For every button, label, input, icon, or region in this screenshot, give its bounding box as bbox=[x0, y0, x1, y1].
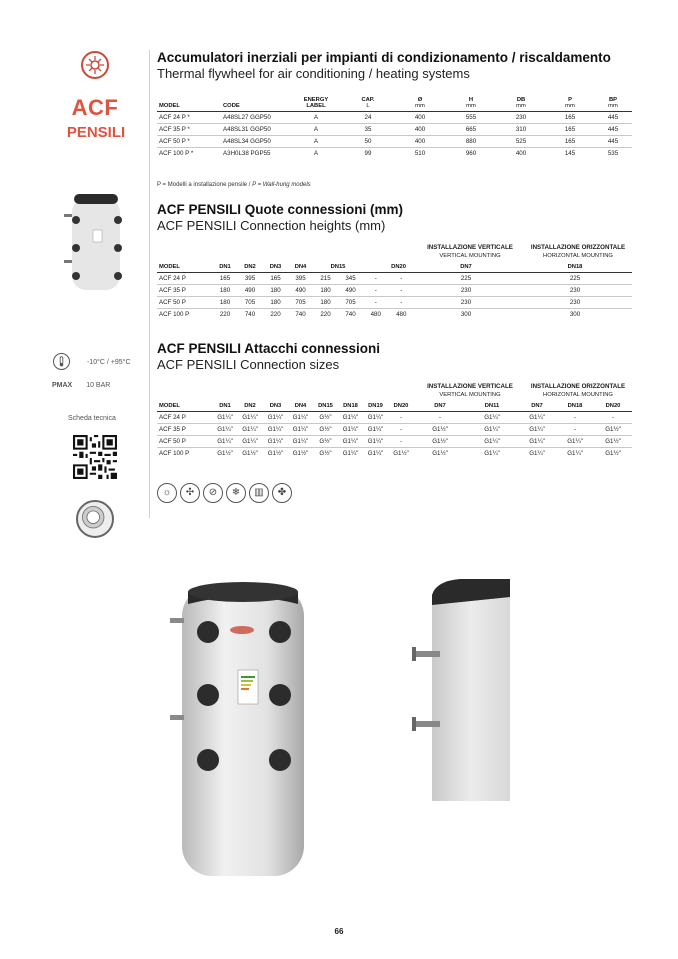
table-cell: A3H0L38 PGP55 bbox=[215, 148, 290, 160]
table-cell: G½" bbox=[313, 448, 338, 460]
s3-col-dn4: DN4 bbox=[288, 403, 313, 412]
table-cell: 230 bbox=[518, 285, 632, 297]
table-cell: G1¼" bbox=[363, 424, 388, 436]
s2-col-dn1: DN1 bbox=[213, 264, 237, 273]
table-row bbox=[157, 297, 632, 309]
s2-col-dn7: DN7 bbox=[414, 264, 518, 273]
table-cell: A bbox=[290, 148, 342, 160]
pmax-value: 10 BAR bbox=[86, 382, 111, 389]
section3-title: ACF PENSILI Attacchi connessioni bbox=[157, 341, 381, 356]
product-thumbnail bbox=[62, 190, 130, 295]
col-energy: ENERGY LABEL bbox=[290, 97, 342, 112]
insulation-icon: ▥ bbox=[249, 483, 269, 503]
table-cell: - bbox=[414, 412, 466, 424]
connection-sizes-table bbox=[157, 403, 632, 460]
table-cell: ACF 50 P bbox=[157, 297, 213, 309]
table-row bbox=[157, 436, 632, 448]
table-cell: 705 bbox=[338, 297, 363, 309]
s3-col-dn15: DN15 bbox=[313, 403, 338, 412]
table-cell: G1½" bbox=[237, 448, 263, 460]
s3-col-dn3: DN3 bbox=[263, 403, 288, 412]
table-cell: 230 bbox=[414, 297, 518, 309]
table-cell: - bbox=[556, 412, 594, 424]
table-cell: A bbox=[290, 112, 342, 124]
table-row bbox=[157, 412, 632, 424]
recycle-icon: ✤ bbox=[272, 483, 292, 503]
s3-col-dn18: DN18 bbox=[338, 403, 363, 412]
table-cell: G1¼" bbox=[466, 412, 518, 424]
table-cell: G1½" bbox=[213, 448, 237, 460]
table-cell: 400 bbox=[394, 136, 446, 148]
table-row bbox=[157, 124, 632, 136]
table-cell: 165 bbox=[546, 136, 594, 148]
table-cell: G1½" bbox=[263, 448, 288, 460]
table-cell: G1¼" bbox=[213, 424, 237, 436]
table-cell: G1¼" bbox=[518, 436, 556, 448]
table-cell: 480 bbox=[363, 309, 389, 321]
table-cell: G1¼" bbox=[263, 412, 288, 424]
connection-heights-table bbox=[157, 264, 632, 321]
s3-col-dn11: DN11 bbox=[466, 403, 518, 412]
s2-col-model: MODEL bbox=[157, 264, 213, 273]
s2-col-dn20: DN20 bbox=[363, 264, 414, 273]
table-cell: ACF 100 P bbox=[157, 448, 213, 460]
table-cell: ACF 100 P bbox=[157, 309, 213, 321]
table-cell: ACF 35 P bbox=[157, 285, 213, 297]
table-cell: G1¼" bbox=[338, 412, 363, 424]
table-cell: 180 bbox=[263, 285, 288, 297]
table-row bbox=[157, 112, 632, 124]
s2-col-dn4: DN4 bbox=[288, 264, 313, 273]
fan-icon: ✣ bbox=[180, 483, 200, 503]
table-cell: 300 bbox=[414, 309, 518, 321]
table-cell: 535 bbox=[594, 148, 632, 160]
table-cell: ACF 100 P * bbox=[157, 148, 215, 160]
col-cap: CAP. L bbox=[342, 97, 394, 112]
table-cell: - bbox=[389, 297, 415, 309]
table-cell: G1½" bbox=[594, 448, 632, 460]
table-cell: - bbox=[556, 424, 594, 436]
table-cell: G1½" bbox=[414, 424, 466, 436]
table-cell: - bbox=[388, 412, 414, 424]
table-cell: 395 bbox=[288, 273, 313, 285]
heating-cooling-icon bbox=[81, 51, 109, 79]
s3-col-dn1: DN1 bbox=[213, 403, 237, 412]
table-cell: - bbox=[389, 285, 415, 297]
table-cell: 180 bbox=[313, 297, 338, 309]
table-cell: 400 bbox=[496, 148, 546, 160]
table-cell: G1¼" bbox=[466, 424, 518, 436]
col-bp: BP mm bbox=[594, 97, 632, 112]
table-cell: G1¼" bbox=[518, 424, 556, 436]
table-cell: - bbox=[363, 273, 389, 285]
section3-subtitle: ACF PENSILI Connection sizes bbox=[157, 357, 340, 372]
table-cell: ACF 50 P bbox=[157, 436, 213, 448]
table-cell: 180 bbox=[213, 297, 237, 309]
temperature-range: -10°C / +95°C bbox=[87, 359, 131, 366]
table-cell: G1¼" bbox=[518, 448, 556, 460]
table-cell: 665 bbox=[446, 124, 496, 136]
table-cell: ACF 24 P bbox=[157, 273, 213, 285]
s2-horizontal-group: INSTALLAZIONE ORIZZONTALE HORIZONTAL MOUNTING bbox=[530, 244, 626, 259]
table-cell: 145 bbox=[546, 148, 594, 160]
table-cell: G½" bbox=[313, 412, 338, 424]
table-cell: 880 bbox=[446, 136, 496, 148]
table-row bbox=[157, 448, 632, 460]
table-cell: A48SL27 GGP50 bbox=[215, 112, 290, 124]
table-cell: G1¼" bbox=[237, 412, 263, 424]
table-cell: G1¼" bbox=[363, 412, 388, 424]
table-cell: 165 bbox=[546, 112, 594, 124]
table-cell: ACF 50 P * bbox=[157, 136, 215, 148]
table-cell: - bbox=[594, 412, 632, 424]
table-cell: G1½" bbox=[388, 448, 414, 460]
table-cell: 490 bbox=[288, 285, 313, 297]
table-cell: G1¼" bbox=[556, 436, 594, 448]
table-cell: 345 bbox=[338, 273, 363, 285]
table-cell: 445 bbox=[594, 112, 632, 124]
qr-code-icon[interactable] bbox=[73, 435, 117, 479]
table-cell: 445 bbox=[594, 136, 632, 148]
table-cell: ACF 24 P bbox=[157, 412, 213, 424]
table-cell: - bbox=[363, 285, 389, 297]
product-family-title: ACF bbox=[71, 95, 119, 120]
section1-title: Accumulatori inerziali per impianti di condizionamento / riscaldamento bbox=[157, 50, 611, 65]
s3-horizontal-group: INSTALLAZIONE ORIZZONTALE HORIZONTAL MOUNTING bbox=[530, 383, 626, 398]
table-cell: G1¼" bbox=[237, 436, 263, 448]
table-cell: - bbox=[389, 273, 415, 285]
table-cell: 525 bbox=[496, 136, 546, 148]
table-cell: A48SL31 GGP50 bbox=[215, 124, 290, 136]
table-cell: 24 bbox=[342, 112, 394, 124]
table-cell: 510 bbox=[394, 148, 446, 160]
no-solar-icon: ⊘ bbox=[203, 483, 223, 503]
col-model: MODEL bbox=[157, 97, 215, 112]
s3-col-dn20-h: DN20 bbox=[594, 403, 632, 412]
s3-col-dn7-v: DN7 bbox=[414, 403, 466, 412]
section2-subtitle: ACF PENSILI Connection heights (mm) bbox=[157, 218, 386, 233]
table-cell: 50 bbox=[342, 136, 394, 148]
page-number: 66 bbox=[334, 927, 344, 936]
table-cell: 400 bbox=[394, 124, 446, 136]
models-table bbox=[157, 97, 632, 160]
col-p: P mm bbox=[546, 97, 594, 112]
table-cell: - bbox=[363, 297, 389, 309]
table-cell: G1¼" bbox=[518, 412, 556, 424]
table-cell: G1¼" bbox=[363, 436, 388, 448]
table-cell: 225 bbox=[414, 273, 518, 285]
vertical-divider bbox=[149, 50, 150, 518]
table-row bbox=[157, 136, 632, 148]
table-cell: G1½" bbox=[288, 448, 313, 460]
table-cell: 740 bbox=[288, 309, 313, 321]
table-cell: - bbox=[388, 424, 414, 436]
s3-col-dn19: DN19 bbox=[363, 403, 388, 412]
pmax-label: PMAX bbox=[52, 382, 73, 389]
col-code: CODE bbox=[215, 97, 290, 112]
product-family-subtitle: PENSILI bbox=[66, 124, 126, 141]
table-cell: - bbox=[388, 436, 414, 448]
table-cell: 960 bbox=[446, 148, 496, 160]
table-cell: G1¼" bbox=[288, 436, 313, 448]
table-cell: G1¼" bbox=[288, 412, 313, 424]
table-cell: ACF 24 P * bbox=[157, 112, 215, 124]
wall-hung-note: P = Modelli a installazione pensile / P = Wall-hung models bbox=[157, 182, 311, 188]
table-cell: 225 bbox=[518, 273, 632, 285]
table-cell: 705 bbox=[288, 297, 313, 309]
table-cell: 165 bbox=[546, 124, 594, 136]
product-photo-side bbox=[410, 575, 510, 805]
col-diameter: Ø mm bbox=[394, 97, 446, 112]
table-cell: ACF 35 P bbox=[157, 424, 213, 436]
s3-col-dn20: DN20 bbox=[388, 403, 414, 412]
table-cell: 99 bbox=[342, 148, 394, 160]
table-cell: G1¼" bbox=[363, 448, 388, 460]
table-cell: G1¼" bbox=[213, 436, 237, 448]
table-cell: 490 bbox=[338, 285, 363, 297]
s2-col-dn15: DN15 bbox=[313, 264, 363, 273]
table-cell: G½" bbox=[313, 424, 338, 436]
section2-title: ACF PENSILI Quote connessioni (mm) bbox=[157, 202, 404, 217]
table-cell: G1¼" bbox=[338, 424, 363, 436]
table-cell: 480 bbox=[389, 309, 415, 321]
table-cell: 215 bbox=[313, 273, 338, 285]
table-cell: 300 bbox=[518, 309, 632, 321]
table-cell: G1½" bbox=[594, 424, 632, 436]
table-cell: 445 bbox=[594, 124, 632, 136]
s2-col-dn2: DN2 bbox=[237, 264, 263, 273]
table-cell: 230 bbox=[496, 112, 546, 124]
section1-subtitle: Thermal flywheel for air conditioning / heating systems bbox=[157, 66, 470, 81]
table-cell: 220 bbox=[213, 309, 237, 321]
s3-vertical-group: INSTALLAZIONE VERTICALE VERTICAL MOUNTING bbox=[427, 383, 513, 398]
table-cell: G1¼" bbox=[466, 448, 518, 460]
table-cell: G1½" bbox=[414, 436, 466, 448]
s3-col-dn18-h: DN18 bbox=[556, 403, 594, 412]
table-row bbox=[157, 285, 632, 297]
table-cell: A48SL34 GGP50 bbox=[215, 136, 290, 148]
table-cell: G1¼" bbox=[288, 424, 313, 436]
table-cell: 395 bbox=[237, 273, 263, 285]
table-row bbox=[157, 148, 632, 160]
table-row bbox=[157, 424, 632, 436]
s3-col-model: MODEL bbox=[157, 403, 213, 412]
scheda-tecnica-label: Scheda tecnica bbox=[68, 415, 116, 422]
table-cell: 220 bbox=[263, 309, 288, 321]
sun-snow-icon: ☼ bbox=[157, 483, 177, 503]
table-cell: 230 bbox=[518, 297, 632, 309]
snowflake-icon: ❄ bbox=[226, 483, 246, 503]
table-cell: 490 bbox=[237, 285, 263, 297]
table-cell: G1¼" bbox=[263, 424, 288, 436]
s2-col-dn3: DN3 bbox=[263, 264, 288, 273]
table-cell: 740 bbox=[237, 309, 263, 321]
table-cell: G1½" bbox=[414, 448, 466, 460]
table-cell: G½" bbox=[313, 436, 338, 448]
table-cell: G1¼" bbox=[338, 448, 363, 460]
table-cell: 220 bbox=[313, 309, 338, 321]
table-cell: 230 bbox=[414, 285, 518, 297]
table-cell: G1¼" bbox=[263, 436, 288, 448]
s3-col-dn7-h: DN7 bbox=[518, 403, 556, 412]
table-cell: 740 bbox=[338, 309, 363, 321]
table-cell: 180 bbox=[213, 285, 237, 297]
table-cell: G1¼" bbox=[213, 412, 237, 424]
s3-col-dn2: DN2 bbox=[237, 403, 263, 412]
thermometer-icon bbox=[53, 353, 70, 370]
table-cell: G1½" bbox=[594, 436, 632, 448]
product-photo-front bbox=[168, 570, 318, 880]
table-cell: 555 bbox=[446, 112, 496, 124]
table-cell: A bbox=[290, 136, 342, 148]
table-cell: ACF 35 P * bbox=[157, 124, 215, 136]
s2-vertical-group: INSTALLAZIONE VERTICALE VERTICAL MOUNTING bbox=[427, 244, 513, 259]
table-cell: G1¼" bbox=[556, 448, 594, 460]
pmax-row bbox=[52, 382, 110, 389]
table-cell: G1¼" bbox=[338, 436, 363, 448]
table-cell: G1¼" bbox=[466, 436, 518, 448]
table-cell: 310 bbox=[496, 124, 546, 136]
table-cell: A bbox=[290, 124, 342, 136]
table-cell: 705 bbox=[237, 297, 263, 309]
table-cell: 400 bbox=[394, 112, 446, 124]
table-row bbox=[157, 273, 632, 285]
certification-badge-icon bbox=[76, 500, 114, 538]
s2-col-dn18: DN18 bbox=[518, 264, 632, 273]
col-h: H mm bbox=[446, 97, 496, 112]
col-db: DB mm bbox=[496, 97, 546, 112]
table-cell: 165 bbox=[263, 273, 288, 285]
table-cell: 35 bbox=[342, 124, 394, 136]
table-cell: 165 bbox=[213, 273, 237, 285]
feature-icons bbox=[157, 483, 292, 503]
table-cell: 180 bbox=[263, 297, 288, 309]
table-row bbox=[157, 309, 632, 321]
table-cell: 180 bbox=[313, 285, 338, 297]
table-cell: G1¼" bbox=[237, 424, 263, 436]
